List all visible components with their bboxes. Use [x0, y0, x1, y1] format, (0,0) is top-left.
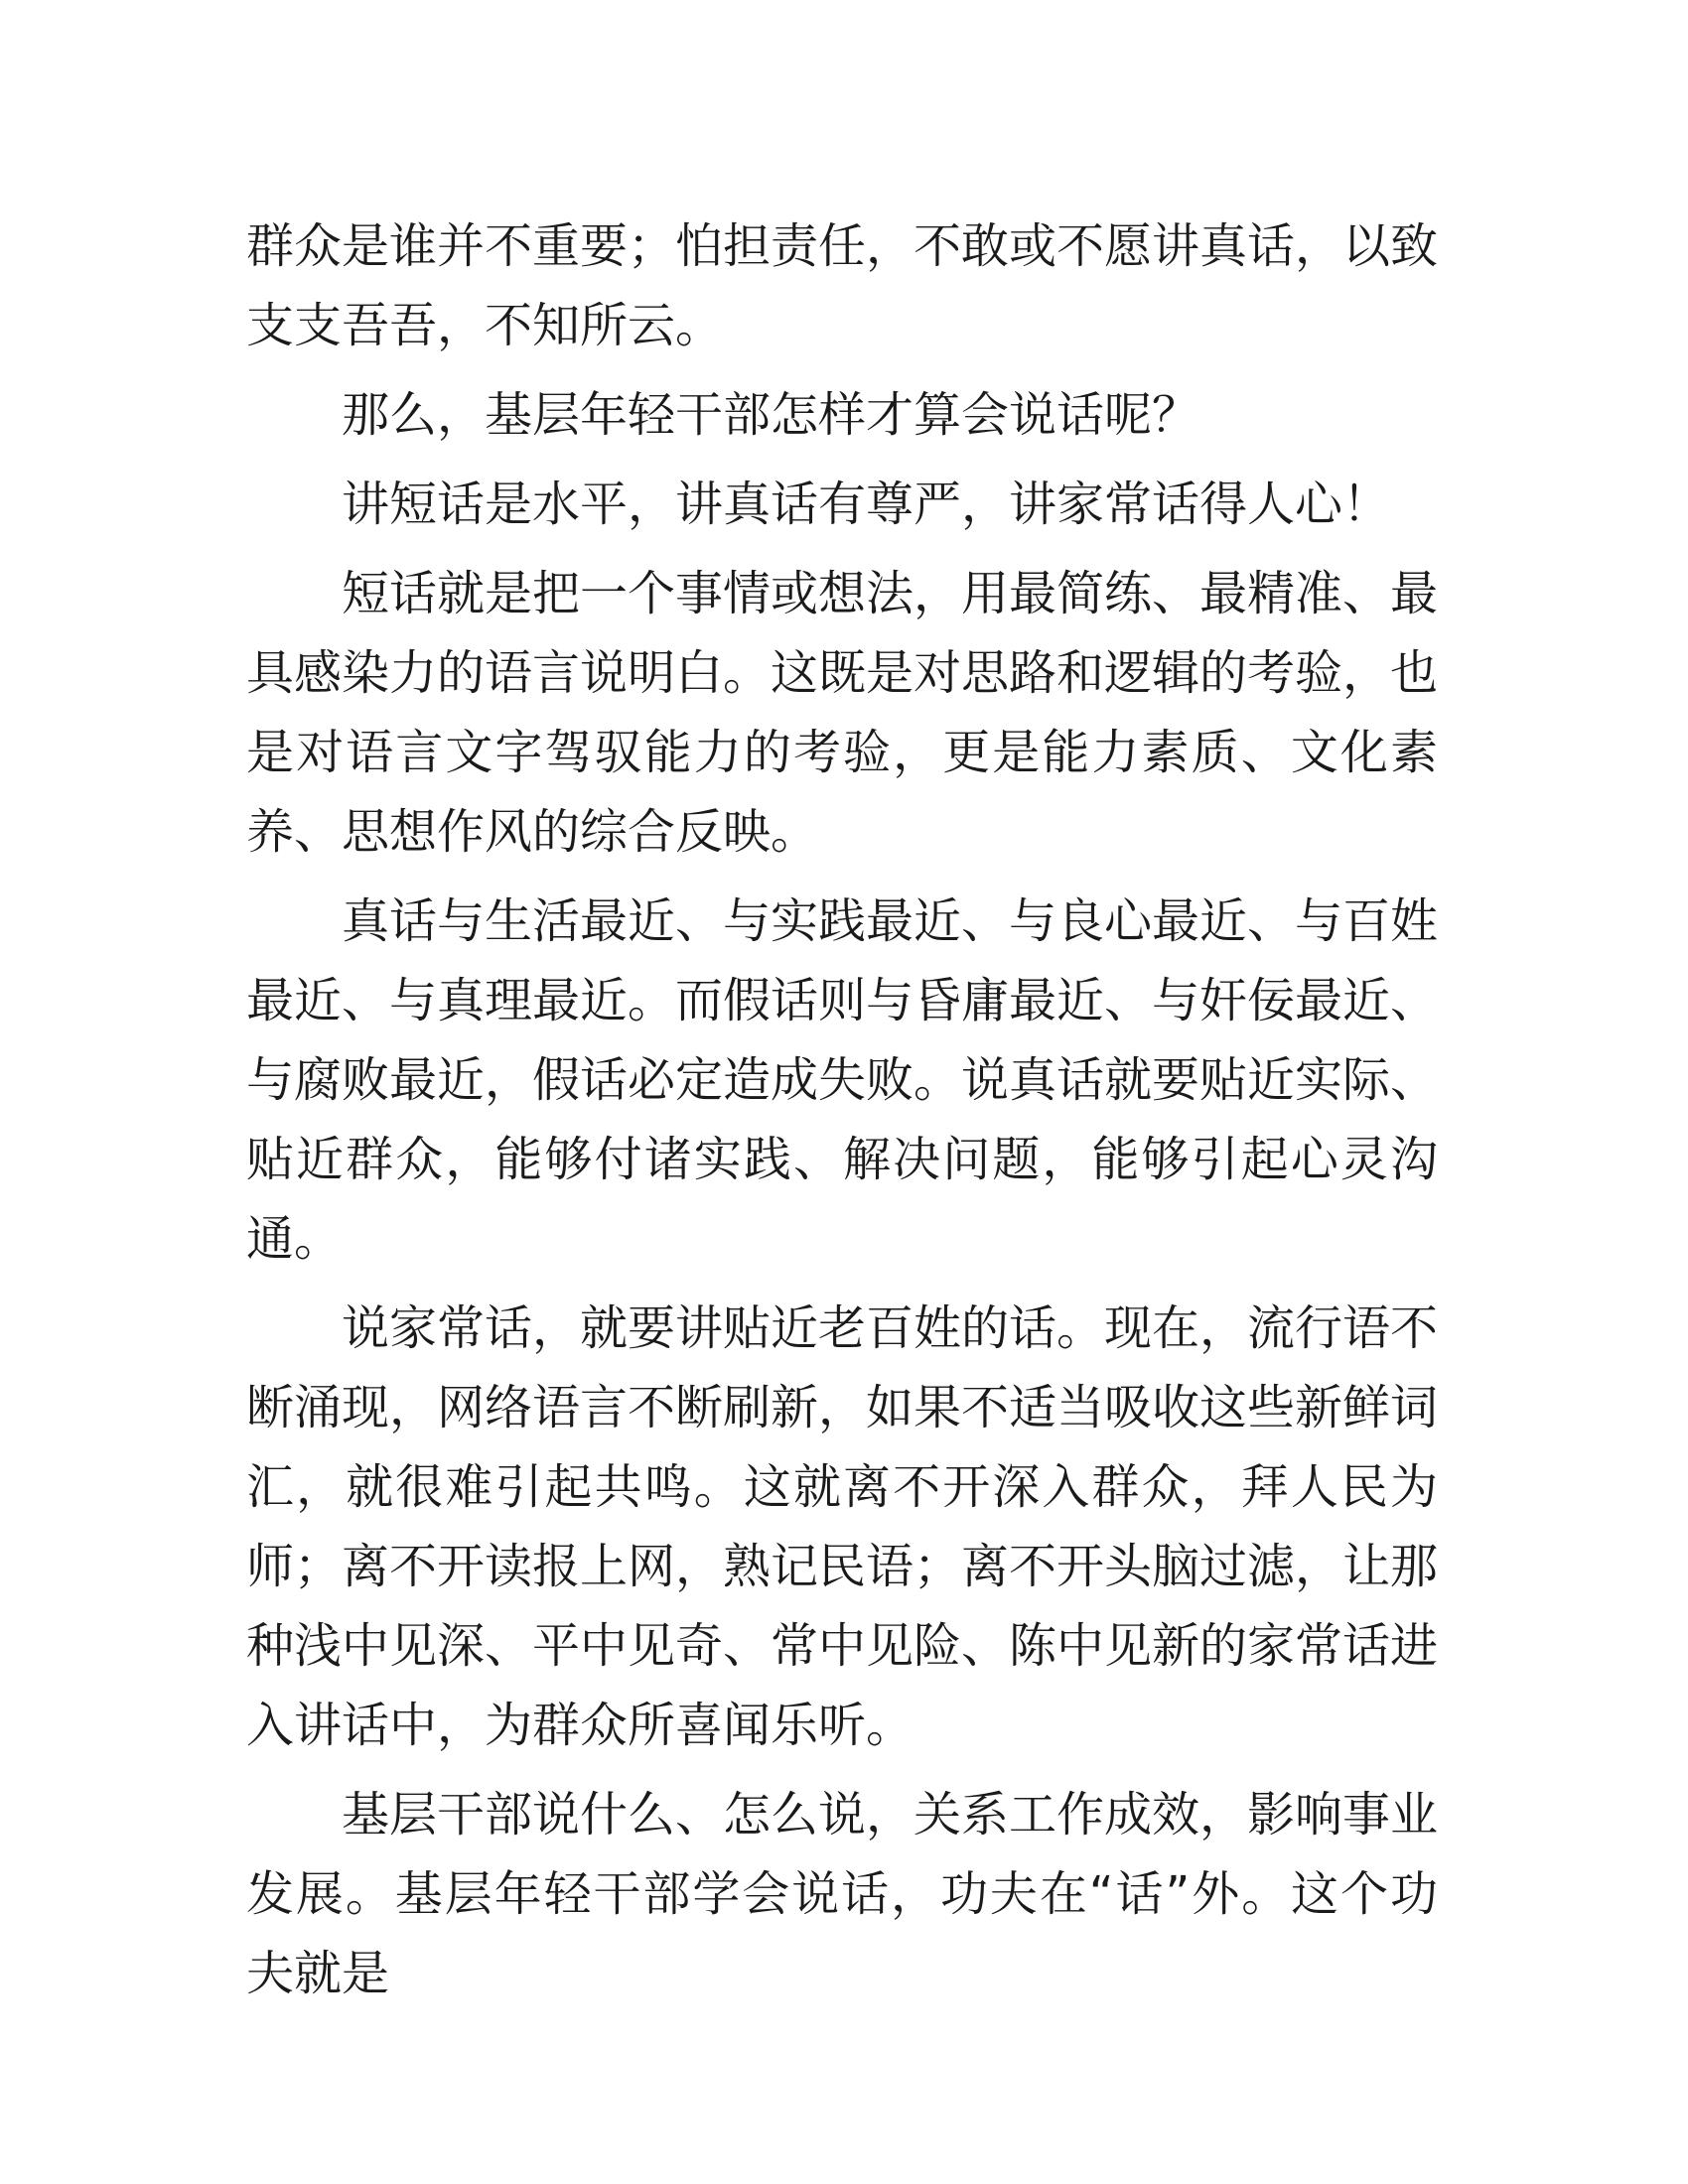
paragraph-short-speech: 短话就是把一个事情或想法，用最简练、最精准、最具感染力的语言说明白。这既是对思路和逻辑的考验，也是对语言文字驾驭能力的考验，更是能力素质、文化素养、思想作风的综合反映。 [246, 566, 1439, 860]
paragraph-conclusion: 基层干部说什么、怎么说，关系工作成效，影响事业发展。基层年轻干部学会说话，功夫在“话”外。这个功夫就是 [246, 1787, 1439, 2001]
paragraph-question: 那么，基层年轻干部怎样才算会说话呢？ [342, 387, 1200, 443]
paragraph-continuation: 群众是谁并不重要；怕担责任，不敢或不愿讲真话，以致支支吾吾，不知所云。 [246, 218, 1439, 353]
paragraph-homely-speech: 说家常话，就要讲贴近老百姓的话。现在，流行语不断涌现，网络语言不断刷新，如果不适当吸收这些新鲜词汇，就很难引起共鸣。这就离不开深入群众，拜人民为师；离不开读报上网，熟记民语；离不开头脑过滤，让那种浅中见深、平中见奇、常中见险、陈中见新的家常话进入讲话中，为群众所喜闻乐听。 [246, 1300, 1439, 1753]
paragraph-true-speech: 真话与生活最近、与实践最近、与良心最近、与百姓最近、与真理最近。而假话则与昏庸最近、与奸佞最近、与腐败最近，假话必定造成失败。说真话就要贴近实际、贴近群众，能够付诸实践、解决问题，能够引起心灵沟通。 [246, 893, 1439, 1267]
document-body [246, 206, 1438, 2013]
paragraph-thesis: 讲短话是水平，讲真话有尊严，讲家常话得人心！ [342, 477, 1391, 532]
